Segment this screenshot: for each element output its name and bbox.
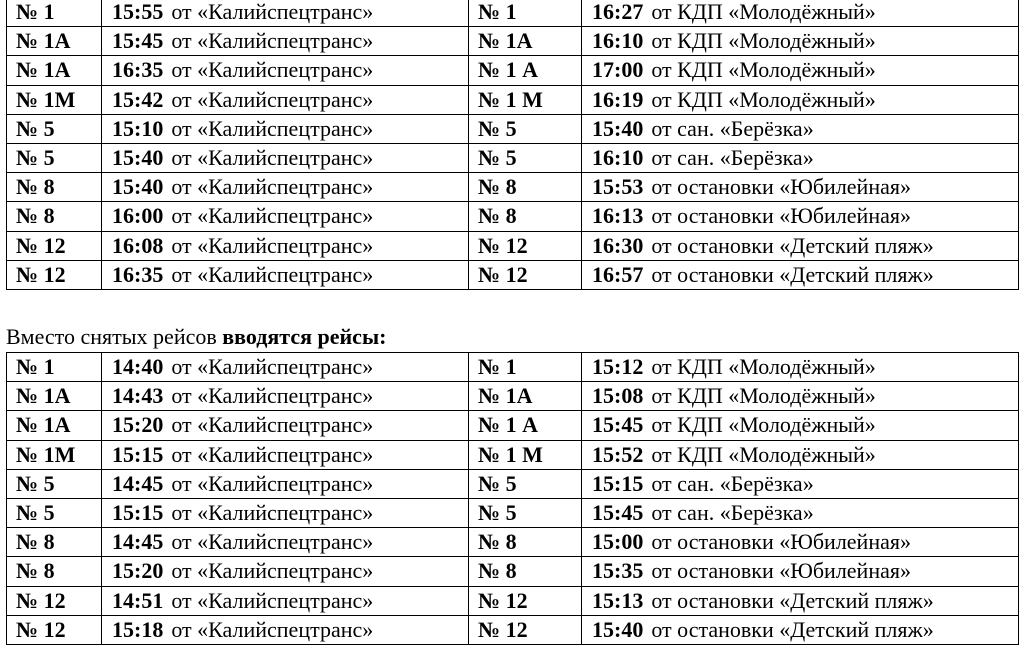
departure-outbound-cell — [102, 173, 469, 202]
route-number-outbound: № 8 — [7, 202, 102, 231]
departure-time: 16:08 — [112, 232, 164, 258]
departure-outbound-cell — [102, 202, 469, 231]
route-number-outbound: № 1А — [7, 56, 102, 85]
departure-time: 16:19 — [592, 86, 644, 112]
departure-origin: от сан. «Берёзка» — [651, 115, 814, 141]
departure-origin: от «Калийспецтранс» — [171, 500, 374, 526]
route-number-return: № 5 — [469, 114, 582, 143]
route-number-outbound: № 12 — [7, 615, 102, 644]
departure-origin: от остановки «Детский пляж» — [651, 616, 934, 642]
departure-origin: от «Калийспецтранс» — [171, 441, 374, 467]
route-number-outbound: № 5 — [7, 143, 102, 172]
departure-origin: от сан. «Берёзка» — [651, 145, 814, 171]
departure-time: 15:20 — [112, 412, 164, 438]
table-row — [7, 231, 1019, 260]
departure-time: 15:53 — [592, 174, 644, 200]
departure-outbound-cell — [102, 615, 469, 644]
departure-time: 15:52 — [592, 441, 644, 467]
departure-outbound-cell — [102, 0, 469, 27]
route-number-outbound: № 1 — [7, 353, 102, 382]
departure-origin: от «Калийспецтранс» — [171, 86, 374, 112]
route-number-outbound: № 1М — [7, 440, 102, 469]
removed-trips-body — [7, 0, 1019, 289]
departure-outbound-cell — [102, 440, 469, 469]
table-row — [7, 173, 1019, 202]
departure-time: 15:45 — [592, 500, 644, 526]
departure-time: 16:57 — [592, 261, 644, 287]
departure-return-cell — [582, 411, 1019, 440]
departure-origin: от остановки «Детский пляж» — [651, 261, 934, 287]
departure-origin: от «Калийспецтранс» — [171, 0, 374, 25]
departure-return-cell — [582, 0, 1019, 27]
table-row — [7, 56, 1019, 85]
departure-outbound-cell — [102, 56, 469, 85]
departure-outbound-cell — [102, 85, 469, 114]
caption-bold-text: вводятся рейсы: — [222, 324, 387, 349]
departure-time: 14:45 — [112, 529, 164, 555]
route-number-return: № 1 М — [469, 440, 582, 469]
departure-origin: от КДП «Молодёжный» — [651, 86, 876, 112]
departure-outbound-cell — [102, 557, 469, 586]
departure-time: 15:15 — [112, 441, 164, 467]
departure-time: 15:20 — [112, 558, 164, 584]
departure-origin: от «Калийспецтранс» — [171, 261, 374, 287]
departure-time: 16:35 — [112, 57, 164, 83]
departure-return-cell — [582, 586, 1019, 615]
departure-return-cell — [582, 231, 1019, 260]
departure-return-cell — [582, 114, 1019, 143]
table-row — [7, 586, 1019, 615]
departure-time: 16:10 — [592, 145, 644, 171]
departure-origin: от «Калийспецтранс» — [171, 174, 374, 200]
route-number-return: № 8 — [469, 528, 582, 557]
route-number-outbound: № 5 — [7, 469, 102, 498]
departure-return-cell — [582, 353, 1019, 382]
departure-return-cell — [582, 202, 1019, 231]
table-row — [7, 0, 1019, 27]
table-row — [7, 143, 1019, 172]
departure-outbound-cell — [102, 231, 469, 260]
table-row — [7, 615, 1019, 644]
route-number-return: № 1 М — [469, 85, 582, 114]
departure-time: 16:35 — [112, 261, 164, 287]
route-number-outbound: № 12 — [7, 260, 102, 289]
departure-return-cell — [582, 27, 1019, 56]
table-row — [7, 27, 1019, 56]
departure-return-cell — [582, 260, 1019, 289]
route-number-outbound: № 5 — [7, 114, 102, 143]
table-row — [7, 382, 1019, 411]
table-row — [7, 411, 1019, 440]
route-number-outbound: № 12 — [7, 586, 102, 615]
route-number-outbound: № 1 — [7, 0, 102, 27]
departure-time: 15:55 — [112, 0, 164, 25]
departure-origin: от остановки «Детский пляж» — [651, 587, 934, 613]
removed-trips-table — [6, 0, 1019, 290]
departure-time: 15:13 — [592, 587, 644, 613]
table-row — [7, 528, 1019, 557]
departure-time: 16:27 — [592, 0, 644, 25]
route-number-return: № 5 — [469, 498, 582, 527]
table-row — [7, 469, 1019, 498]
departure-origin: от «Калийспецтранс» — [171, 558, 374, 584]
departure-time: 15:45 — [592, 412, 644, 438]
route-number-return: № 12 — [469, 260, 582, 289]
departure-time: 14:45 — [112, 470, 164, 496]
departure-time: 15:10 — [112, 115, 164, 141]
departure-outbound-cell — [102, 260, 469, 289]
added-trips-caption — [6, 326, 386, 348]
departure-outbound-cell — [102, 382, 469, 411]
departure-time: 15:15 — [112, 500, 164, 526]
departure-origin: от «Калийспецтранс» — [171, 57, 374, 83]
route-number-return: № 8 — [469, 173, 582, 202]
table-row — [7, 202, 1019, 231]
departure-outbound-cell — [102, 114, 469, 143]
departure-origin: от КДП «Молодёжный» — [651, 412, 876, 438]
departure-origin: от КДП «Молодёжный» — [651, 28, 876, 54]
departure-time: 15:45 — [112, 28, 164, 54]
route-number-outbound: № 5 — [7, 498, 102, 527]
departure-return-cell — [582, 615, 1019, 644]
caption-text: Вместо снятых рейсов — [6, 324, 223, 349]
route-number-outbound: № 1М — [7, 85, 102, 114]
departure-origin: от «Калийспецтранс» — [171, 232, 374, 258]
route-number-return: № 12 — [469, 615, 582, 644]
departure-origin: от КДП «Молодёжный» — [651, 354, 876, 380]
route-number-return: № 1А — [469, 27, 582, 56]
departure-origin: от остановки «Юбилейная» — [651, 174, 911, 200]
departure-time: 15:18 — [112, 616, 164, 642]
departure-origin: от остановки «Юбилейная» — [651, 558, 911, 584]
table-row — [7, 557, 1019, 586]
departure-time: 16:30 — [592, 232, 644, 258]
departure-time: 16:10 — [592, 28, 644, 54]
departure-origin: от «Калийспецтранс» — [171, 616, 374, 642]
route-number-return: № 1 А — [469, 56, 582, 85]
departure-return-cell — [582, 173, 1019, 202]
departure-origin: от КДП «Молодёжный» — [651, 57, 876, 83]
route-number-outbound: № 8 — [7, 173, 102, 202]
departure-origin: от КДП «Молодёжный» — [651, 383, 876, 409]
departure-origin: от «Калийспецтранс» — [171, 529, 374, 555]
table-row — [7, 114, 1019, 143]
departure-time: 14:40 — [112, 354, 164, 380]
departure-origin: от сан. «Берёзка» — [651, 500, 814, 526]
route-number-outbound: № 8 — [7, 528, 102, 557]
departure-return-cell — [582, 440, 1019, 469]
departure-origin: от «Калийспецтранс» — [171, 354, 374, 380]
departure-return-cell — [582, 528, 1019, 557]
departure-time: 14:51 — [112, 587, 164, 613]
departure-origin: от «Калийспецтранс» — [171, 145, 374, 171]
departure-time: 15:42 — [112, 86, 164, 112]
departure-time: 14:43 — [112, 383, 164, 409]
route-number-return: № 12 — [469, 231, 582, 260]
departure-origin: от КДП «Молодёжный» — [651, 441, 876, 467]
table-row — [7, 260, 1019, 289]
route-number-outbound: № 12 — [7, 231, 102, 260]
departure-time: 15:40 — [592, 115, 644, 141]
route-number-return: № 12 — [469, 586, 582, 615]
departure-outbound-cell — [102, 143, 469, 172]
departure-origin: от остановки «Детский пляж» — [651, 232, 934, 258]
departure-time: 15:08 — [592, 383, 644, 409]
departure-time: 16:13 — [592, 203, 644, 229]
departure-outbound-cell — [102, 411, 469, 440]
table-row — [7, 440, 1019, 469]
departure-outbound-cell — [102, 469, 469, 498]
departure-time: 17:00 — [592, 57, 644, 83]
departure-origin: от сан. «Берёзка» — [651, 470, 814, 496]
departure-time: 15:00 — [592, 529, 644, 555]
departure-outbound-cell — [102, 586, 469, 615]
route-number-return: № 8 — [469, 557, 582, 586]
departure-origin: от «Калийспецтранс» — [171, 115, 374, 141]
route-number-outbound: № 8 — [7, 557, 102, 586]
route-number-return: № 5 — [469, 143, 582, 172]
departure-time: 15:12 — [592, 354, 644, 380]
added-trips-body — [7, 353, 1019, 645]
departure-time: 15:15 — [592, 470, 644, 496]
route-number-outbound: № 1А — [7, 411, 102, 440]
departure-origin: от остановки «Юбилейная» — [651, 203, 911, 229]
departure-return-cell — [582, 56, 1019, 85]
departure-return-cell — [582, 469, 1019, 498]
departure-return-cell — [582, 143, 1019, 172]
added-trips-table — [6, 352, 1019, 645]
departure-time: 15:40 — [112, 145, 164, 171]
table-row — [7, 498, 1019, 527]
table-row — [7, 85, 1019, 114]
departure-time: 15:35 — [592, 558, 644, 584]
route-number-return: № 1 — [469, 0, 582, 27]
departure-outbound-cell — [102, 27, 469, 56]
departure-outbound-cell — [102, 528, 469, 557]
route-number-return: № 1 — [469, 353, 582, 382]
departure-origin: от «Калийспецтранс» — [171, 470, 374, 496]
departure-return-cell — [582, 85, 1019, 114]
route-number-return: № 5 — [469, 469, 582, 498]
route-number-outbound: № 1А — [7, 27, 102, 56]
table-row — [7, 353, 1019, 382]
departure-origin: от остановки «Юбилейная» — [651, 529, 911, 555]
departure-origin: от «Калийспецтранс» — [171, 203, 374, 229]
route-number-return: № 1 А — [469, 411, 582, 440]
route-number-return: № 8 — [469, 202, 582, 231]
route-number-outbound: № 1А — [7, 382, 102, 411]
departure-time: 16:00 — [112, 203, 164, 229]
route-number-return: № 1А — [469, 382, 582, 411]
departure-origin: от КДП «Молодёжный» — [651, 0, 876, 25]
departure-time: 15:40 — [112, 174, 164, 200]
departure-origin: от «Калийспецтранс» — [171, 412, 374, 438]
departure-origin: от «Калийспецтранс» — [171, 383, 374, 409]
departure-outbound-cell — [102, 353, 469, 382]
departure-return-cell — [582, 498, 1019, 527]
departure-origin: от «Калийспецтранс» — [171, 28, 374, 54]
departure-return-cell — [582, 382, 1019, 411]
departure-time: 15:40 — [592, 616, 644, 642]
departure-return-cell — [582, 557, 1019, 586]
departure-outbound-cell — [102, 498, 469, 527]
departure-origin: от «Калийспецтранс» — [171, 587, 374, 613]
